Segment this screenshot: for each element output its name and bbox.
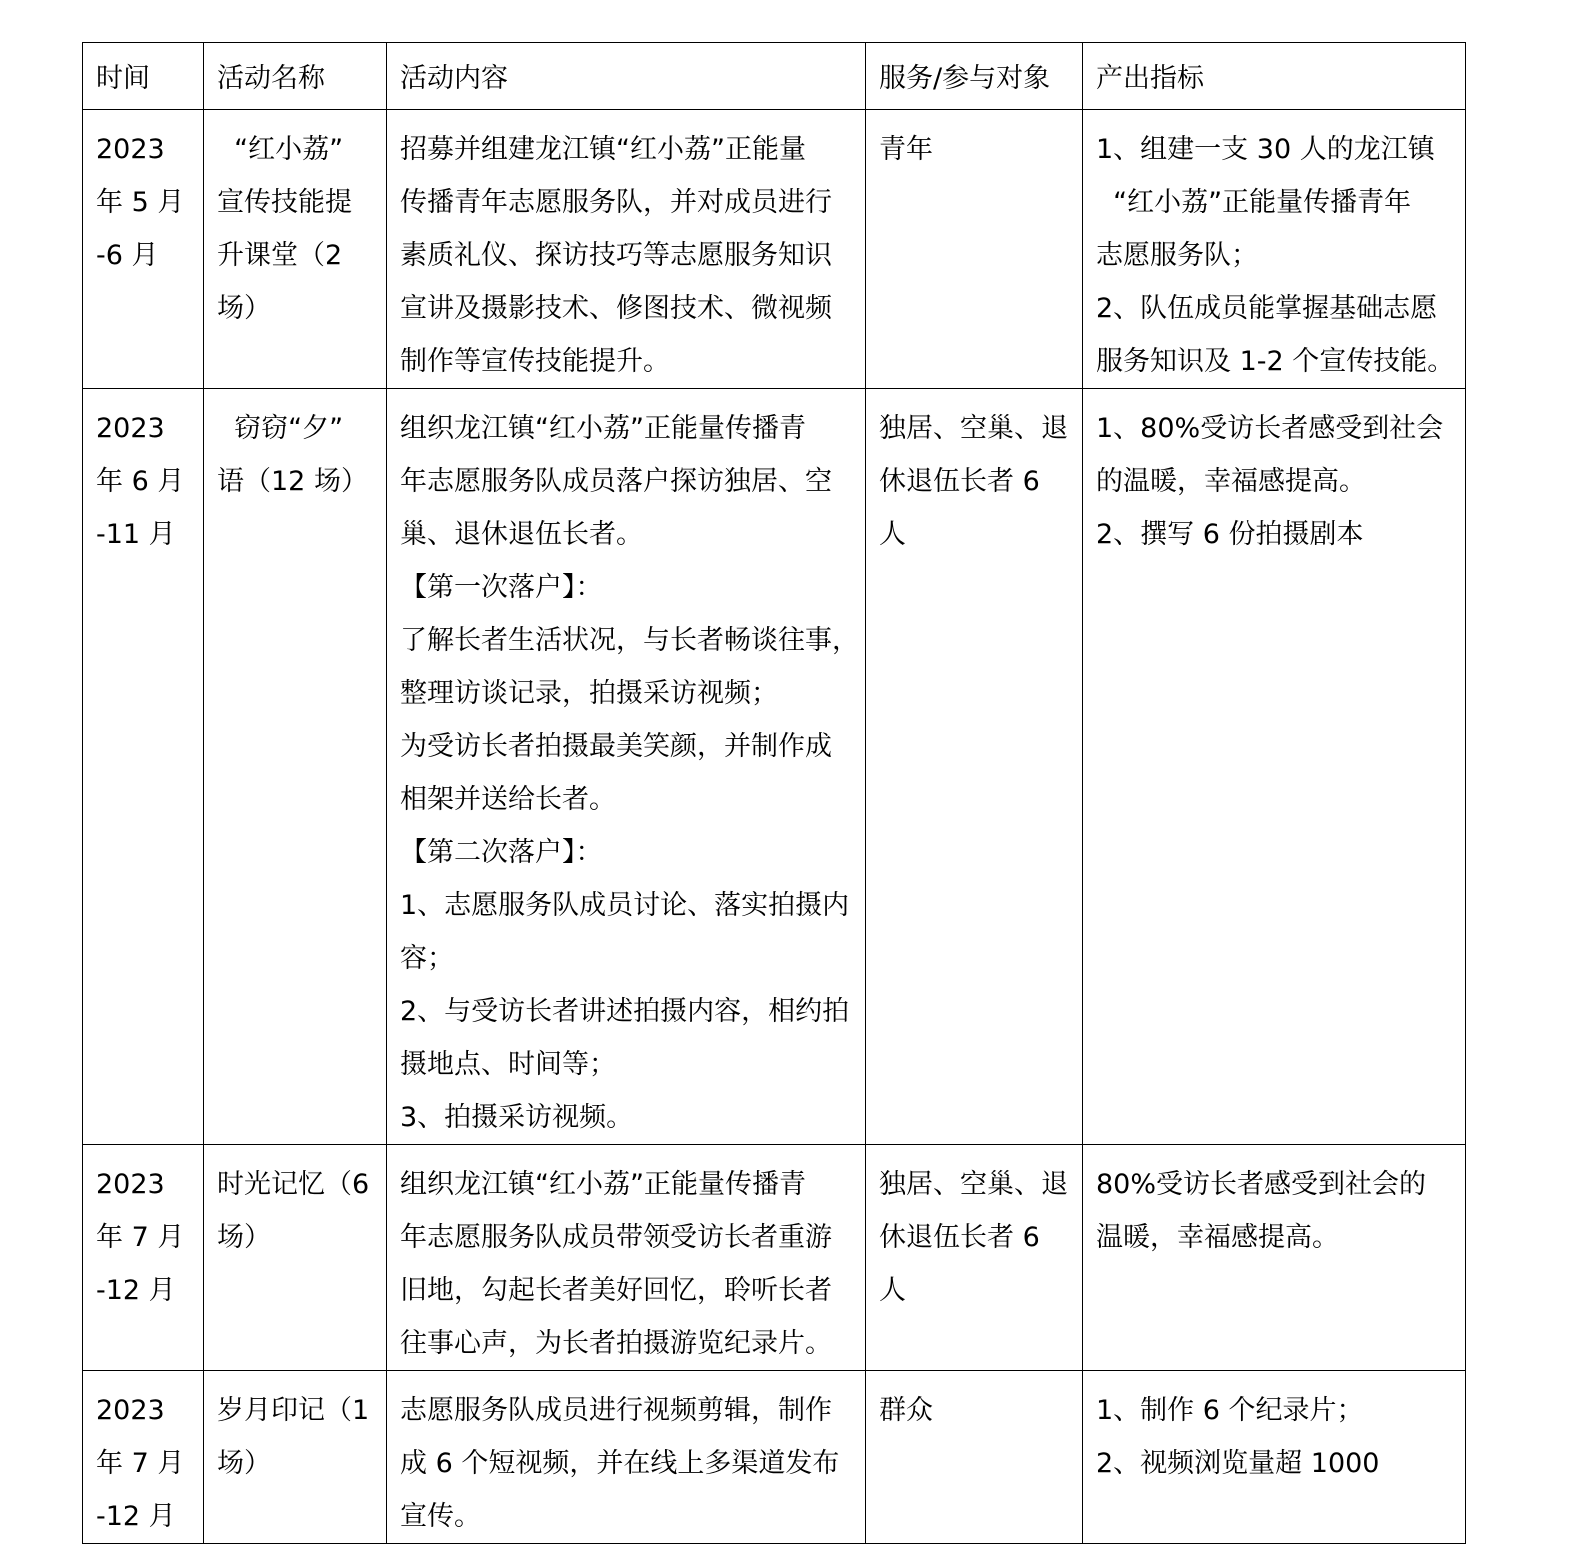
- activity-name-cell: “红小荔” 宣传技能提 升课堂（2 场）: [204, 110, 387, 389]
- target-cell: 独居、空巢、退 休退伍长者 6 人: [866, 389, 1083, 1145]
- target-cell: 独居、空巢、退 休退伍长者 6 人: [866, 1145, 1083, 1371]
- table-row: [83, 1145, 1466, 1371]
- activity-content-cell: 招募并组建龙江镇“红小荔”正能量 传播青年志愿服务队，并对成员进行 素质礼仪、探访技巧等志愿服务知识 宣讲及摄影技术、修图技术、微视频 制作等宣传技能提升。: [387, 110, 866, 389]
- activity-name-cell: 岁月印记（1 场）: [204, 1371, 387, 1544]
- target-cell: 青年: [866, 110, 1083, 389]
- output-cell: 1、组建一支 30 人的龙江镇 “红小荔”正能量传播青年 志愿服务队； 2、队伍成员能掌握基础志愿 服务知识及 1-2 个宣传技能。: [1083, 110, 1466, 389]
- output-cell: 1、80%受访长者感受到社会 的温暖，幸福感提高。 2、撰写 6 份拍摄剧本: [1083, 389, 1466, 1145]
- target-cell: 群众: [866, 1371, 1083, 1544]
- header-target: 服务/参与对象: [866, 43, 1083, 110]
- activity-name-cell: 窃窃“夕” 语（12 场）: [204, 389, 387, 1145]
- table-row: [83, 1371, 1466, 1544]
- time-cell: 2023 年 5 月 -6 月: [83, 110, 204, 389]
- header-output: 产出指标: [1083, 43, 1466, 110]
- activity-name-cell: 时光记忆（6 场）: [204, 1145, 387, 1371]
- time-cell: 2023 年 7 月 -12 月: [83, 1145, 204, 1371]
- output-cell: 1、制作 6 个纪录片； 2、视频浏览量超 1000: [1083, 1371, 1466, 1544]
- activity-content-cell: 组织龙江镇“红小荔”正能量传播青 年志愿服务队成员带领受访长者重游 旧地，勾起长者美好回忆，聆听长者 往事心声，为长者拍摄游览纪录片。: [387, 1145, 866, 1371]
- activity-content-cell: 组织龙江镇“红小荔”正能量传播青 年志愿服务队成员落户探访独居、空 巢、退休退伍长者。 【第一次落户】： 了解长者生活状况，与长者畅谈往事， 整理访谈记录，拍摄采访视频； 为受访长者拍摄最美笑颜，并制作成 相架并送给长者。 【第二次落户】： 1、志愿服务队成员讨论、落实拍摄内 容； 2、与受访长者讲述拍摄内容，相约拍 摄地点、时间等； 3、拍摄采访视频。: [387, 389, 866, 1145]
- header-activity-content: 活动内容: [387, 43, 866, 110]
- activity-plan-table: [82, 42, 1466, 1544]
- activity-content-cell: 志愿服务队成员进行视频剪辑，制作 成 6 个短视频，并在线上多渠道发布 宣传。: [387, 1371, 866, 1544]
- table-header-row: [83, 43, 1466, 110]
- table-row: [83, 389, 1466, 1145]
- time-cell: 2023 年 6 月 -11 月: [83, 389, 204, 1145]
- time-cell: 2023 年 7 月 -12 月: [83, 1371, 204, 1544]
- table-row: [83, 110, 1466, 389]
- header-activity-name: 活动名称: [204, 43, 387, 110]
- output-cell: 80%受访长者感受到社会的 温暖，幸福感提高。: [1083, 1145, 1466, 1371]
- header-time: 时间: [83, 43, 204, 110]
